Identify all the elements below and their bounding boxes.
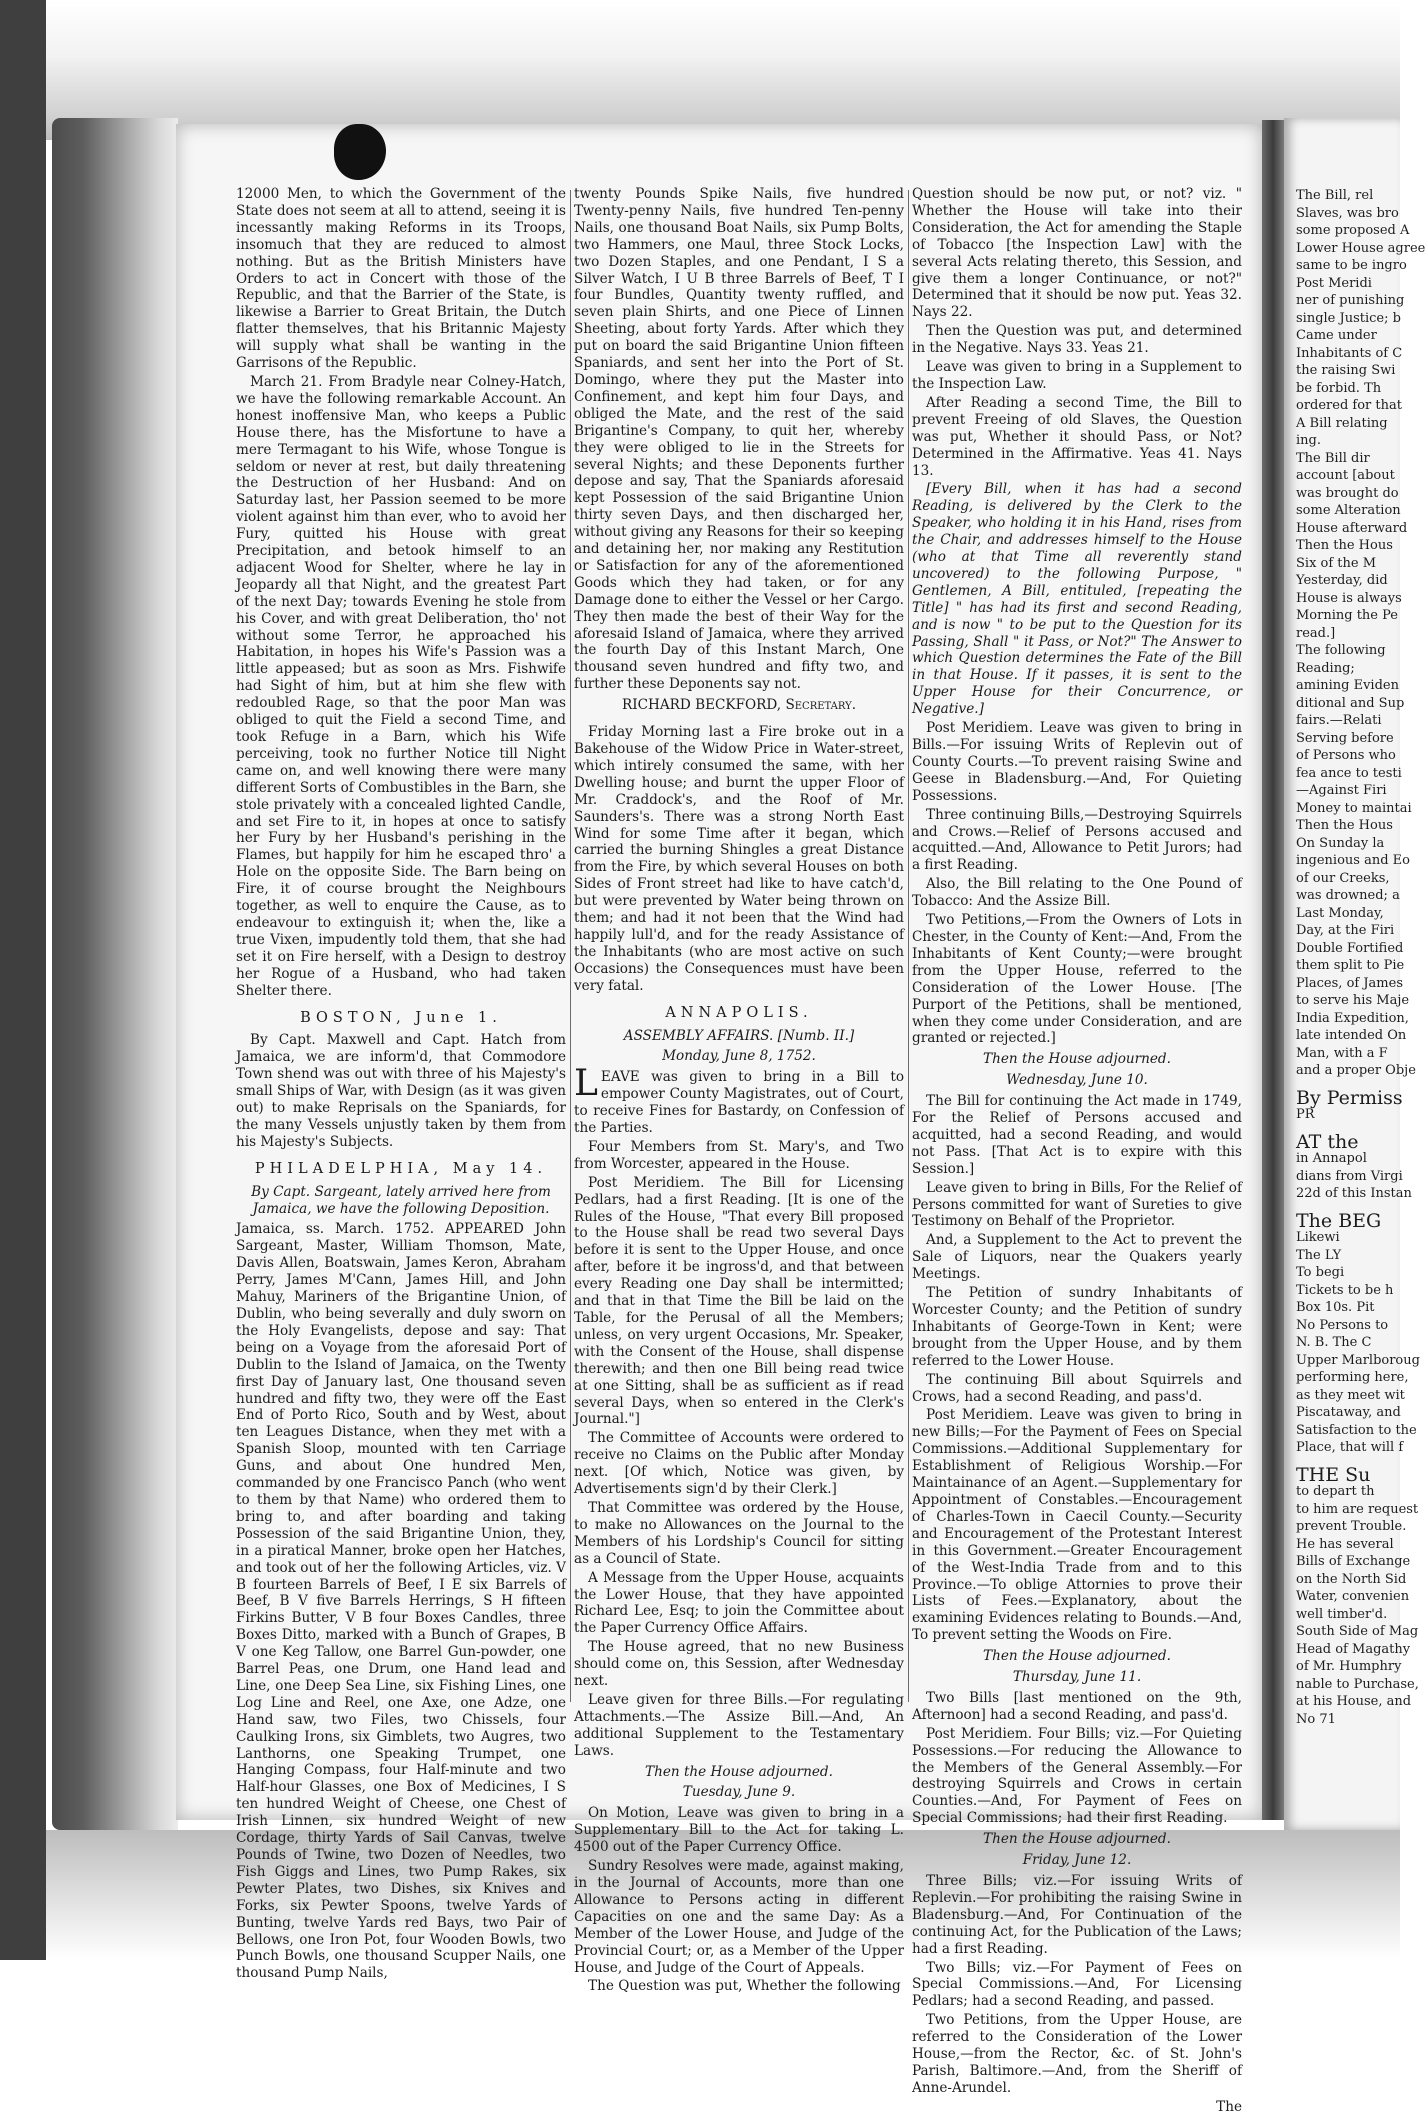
article-paragraph: And, a Supplement to the Act to prevent the Sale of Liquors, near the Quakers yearly Meetings. [912,1232,1242,1283]
adjacent-page-line: Six of the M [1296,555,1377,571]
adjacent-page-line: To begi [1296,1265,1345,1280]
date-heading: Monday, June 8, 1752. [662,1048,816,1065]
adjacent-page-line: Upper Marlboroug [1296,1352,1420,1368]
adjacent-page-line: Slaves, was bro [1296,205,1399,221]
article-paragraph: Four Members from St. Mary's, and Two from Worcester, appeared in the House. [574,1138,904,1172]
article-paragraph: A Message from the Upper House, acquaints the Lower House, that they have appointed Richard Lee, Esq; to join the Committee about the Paper Currency Office Affairs. [574,1569,904,1637]
adjacent-page-line: Morning the Pe [1296,608,1398,623]
dateline-heading: PHILADELPHIA, May 14. [254,1160,548,1177]
adjacent-page-line: Inhabitants of C [1296,345,1403,361]
article-paragraph: Post Meridiem. Four Bills; viz.—For Quieting Possessions.—For reducing the Allowance to the Members of the General Assembly.—For destroying Squirrels and Crows in certain Counties.—And, For Payment of Fees on Special Commissions; had their first Reading. [912,1725,1242,1827]
adjacent-page-line: No Persons to [1296,1317,1389,1333]
signature: RICHARD BECKFORD, Secretary. [621,697,857,714]
adjacent-page-line: Tickets to be h [1296,1282,1394,1298]
article-paragraph: 12000 Men, to which the Government of the State does not seem at all to attend, seeing it is incessantly making Reforms in its Troops, insomuch that they are reduced to almost nothing. But as the British Ministers have Orders to act in Concert with those of the Republic, and that the Barrier of the State, is likewise a Barrier to Great Britain, the Dutch flatter themselves, that his Britannic Majesty will supply what shall be wanting in the Garrisons of the Republic. [236,186,566,372]
adjacent-page-line: some Alteration [1296,503,1401,518]
article-intro: By Capt. Sargeant, lately arrived here from Jamaica, we have the following Deposition. [251,1183,551,1217]
adjacent-page-line: performing here, [1296,1370,1409,1385]
article-paragraph: After Reading a second Time, the Bill to prevent Freeing of old Slaves, the Question was put, Whether it should Pass, or Not? Determined in the Affirmative. Yeas 41. Nays 13. [912,394,1242,479]
article-paragraph: March 21. From Bradyle near Colney-Hatch, we have the following remarkable Account. An honest inoffensive Man, who keeps a Public House there, has the Misfortune to have a mere Termagant to his Wife, whose Tongue is seldom or never at rest, but daily threatening the Destruction of her Husband: And on Saturday last, her Passion seemed to be more violent against him than ever, who to avoid her Fury, quitted his House with great Precipitation, and betook himself to an adjacent Wood for Shelter, where he lay in Jeopardy all that Night, and the greatest Part of the next Day; towards Evening he stole from his Cover, and with great Deliberation, tho' not without some Terror, he approached his Habitation, in hopes his Wife's Passion was a little appeased; but as soon as Mrs. Fishwife had Sight of him, but at him she flew with redoubled Rage, so that the poor Man was obliged to quit the Field a second Time, and took Refuge in a Barn, which his Wife perceiving, took no further Notice till Night came on, and well knowing there were many different Sorts of Combustibles in the Barn, she stole privately with a concealed lighted Candle, and set Fire to it, in hopes at once to satisfy her Fury by her Husband's perishing in the Flames, but happily for him he escaped thro' a Hole on the opposite Side. The Barn being on Fire, it of course brought the Neighbours together, as well to enquire the Cause, as to endeavour to extinguish it; when the, like a true Vixen, impudently told them, that she had set it on Fire herself, with a Design to destroy her Rogue of a Husband, who had taken Shelter there. [236,373,567,999]
adjacent-page-line: The Bill dir [1296,450,1370,466]
adjacent-page-line: in Annapol [1296,1151,1367,1166]
adjacent-page-line: Satisfaction to the [1296,1422,1417,1438]
adjacent-page-line: be forbid. Th [1296,380,1382,396]
article-paragraph: LEAVE was given to bring in a Bill to empower County Magistrates, out of Court, to receive Fines for Bastardy, on Confession of the Parties. [574,1063,904,1137]
adjacent-page-line: same to be ingro [1296,258,1407,273]
adjacent-page-line: Places, of James [1296,975,1403,991]
article-paragraph: Leave given to bring in Bills, For the Relief of Persons committed for want of Sureties to give Testimony on Behalf of the Proprietor. [912,1179,1242,1230]
article-paragraph: [Every Bill, when it has had a second Reading, is delivered by the Clerk to the Speaker, who holding it in his Hand, rises from the Chair, and addresses himself to the House (who at that Time all reverently stand uncovered) to the following Purpose, " Gentlemen, A Bill, entituled, [repeating the Title] " has had its first and second Reading, and is now " to be put to the Question for its Passing, Shall " it Pass, or Not?" The Answer to which Question determines the Fate of the Bill in that House. If it passes, it is sent to the Upper House for their Concurrence, or Negative.] [912,481,1242,718]
scan-shadow-top [0,0,1400,140]
adjacent-page-line: fea ance to testi [1296,765,1402,781]
adjacent-page-line: the raising Swi [1296,363,1396,378]
article-paragraph: The Question was put, Whether the following [588,1978,901,1995]
date-heading: Friday, June 12. [1022,1852,1132,1869]
adjacent-page-line: On Sunday la [1296,835,1385,851]
adjacent-page-line: Water, convenien [1296,1589,1410,1604]
adjacent-page-line: nable to Purchase, [1296,1676,1419,1692]
adjacent-page-line: Came under [1296,328,1377,343]
adjacent-page-line: No 71 [1296,1711,1336,1727]
adjacent-page-line: some proposed A [1296,223,1410,238]
adjacent-page-line: THE Su [1296,1463,1371,1486]
column-rule [908,190,909,1702]
column-rule [570,190,571,1702]
adjacent-page-line: Bills of Exchange [1296,1554,1411,1569]
adjacent-page-line: to him are request [1296,1501,1419,1517]
article-paragraph: Post Meridiem. Leave was given to bring in Bills.—For issuing Writs of Replevin out of County Courts.—To prevent raising Swine and Geese in Bladensburg.—And, For Quieting Possessions. [912,720,1242,804]
article-paragraph: The House agreed, that no new Business should come on, this Session, after Wednesday next. [574,1639,904,1690]
adjacent-page-line: at his House, and [1296,1694,1412,1709]
adjacent-page-line: amining Eviden [1296,678,1399,693]
adjacent-page-line: Then the Hous [1296,538,1393,553]
adjacent-page-line: By Permiss [1296,1086,1403,1109]
adjacent-page-text [1284,118,1425,1728]
section-heading: ASSEMBLY AFFAIRS. [Numb. II.] [623,1027,855,1044]
column-1 [236,186,567,1982]
catchword: The [1216,2098,1242,2115]
adjacent-page-line: Reading; [1296,660,1355,676]
article-paragraph: The Committee of Accounts were ordered to receive no Claims on the Public after Monday next. [Of which, Notice was given, by Advertisements sign'd by their Clerk.] [574,1430,904,1498]
adjacent-page-line: Box 10s. Pit [1296,1300,1375,1315]
adjacent-page-line: of Persons who [1296,748,1396,763]
adjacent-page-line: Last Monday, [1296,905,1384,921]
deposition-continued: twenty Pounds Spike Nails, five hundred Twenty-penny Nails, five hundred Ten-penny Nails, one thousand Boat Nails, six Pump Bolts, two Hammers, one Maul, three Stock Locks, two Dozen Staples, and one Pendant, I S a Silver Watch, I U B three Barrels of Beef, T I four Bundles, Quantity twenty ruffled, and seven plain Shirts, and one Piece of Linnen Sheeting, about forty Yards. After which they put on board the said Brigantine Union fifteen Spaniards, and sent her into the Port of St. Domingo, where they put the Master into Confinement, and kept him four Days, and obliged the Mate, and the rest of the said Brigantine's Company, to quit her, whereby they were obliged to lie in the Streets for several Nights; and these Deponents further depose and say, That the Spaniards aforesaid kept Possession of the said Brigantine Union thirty seven Days, and then discharged her, without giving any Reasons for their so keeping and detaining her, nor making any Restitution or Satisfaction for any of the aforementioned Goods which they had taken, or for any Damage done to either the Vessel or her Cargo. They then made the best of their Way for the aforesaid Island of Jamaica, where they arrived the fourth Day of this Instant March, One thousand seven hundred and fifty two, and further these Deponents say not. [574,186,905,693]
adjacent-page-line: on the North Sid [1296,1571,1407,1587]
adjacent-page-line: to depart th [1296,1484,1375,1499]
adjacent-page-line: Post Meridi [1296,275,1372,291]
dateline-heading: ANNAPOLIS. [665,1004,813,1021]
article-paragraph: Post Meridiem. The Bill for Licensing Pedlars, had a first Reading. [It is one of the Rules of the House, "That every Bill proposed to the House shall be read two several Days before it is sent to the Upper House, and once after, before it be ingross'd, and that between every Reading one Day shall be intermitted; and that in that Time the Bill be laid on the Table, for the Perusal of all the Members; unless, on very urgent Occasions, Mr. Speaker, with the Consent of the House, shall dispense therewith; and then one Bill being read twice at one Sitting, shall be as sufficient as if read several Days, when so entered in the Clerk's Journal."] [574,1174,904,1428]
adjacent-page-line: ing. [1296,433,1321,448]
article-paragraph: Question should be now put, or not? viz. " Whether the House will take into their Consideration, the Act for amending the Staple of Tobacco [the Inspection Law] with the several Acts relating thereto, this Session, and give them a longer Continuance, or not?" Determined that it should be now put. Yeas 32. Nays 22. [912,186,1242,321]
adjourned-note: Then the House adjourned. [983,1648,1171,1665]
adjacent-page-line: ner of punishing [1296,293,1405,308]
dateline-heading: BOSTON, June 1. [300,1009,502,1026]
article-paragraph: Sundry Resolves were made, against making, in the Journal of Accounts, more than one Allowance to Persons acting in different Capacities on one and the same Day: As a Member of the Lower House, and Judge of the Provincial Court; or, as a Member of the Upper House, and Judge of the Court of Appeals. [574,1858,904,1976]
adjacent-page-line: PR [1296,1107,1315,1122]
adjacent-page-line: Lower House agree [1296,240,1425,256]
adjacent-page-line: House afterward [1296,520,1408,536]
adjacent-page-line: as they meet wit [1296,1387,1405,1403]
adjacent-page-line: Man, with a F [1296,1045,1388,1061]
article-paragraph: The Bill for continuing the Act made in 1749, For the Relief of Persons accused and acquitted, had a second Reading, and would not Pass. [That Act is to expire with this Session.] [912,1093,1242,1177]
adjacent-page-line: ingenious and Eo [1296,853,1410,868]
article-paragraph: Then the Question was put, and determined in the Negative. Nays 33. Yeas 21. [912,323,1242,357]
adjacent-page-line: India Expedition, [1296,1010,1409,1026]
adjacent-page-line: Money to maintai [1296,800,1412,816]
adjacent-page-line: N. B. The C [1296,1335,1372,1350]
column-3 [912,186,1242,2115]
article-paragraph: Leave given for three Bills.—For regulating Attachments.—The Assize Bill.—And, An additional Supplement to the Testamentary Laws. [574,1691,904,1759]
adjacent-page-line: was drowned; a [1296,888,1400,903]
adjacent-page-line: well timber'd. [1296,1606,1388,1622]
article-paragraph: The Petition of sundry Inhabitants of Worcester County; and the Petition of sundry Inhabitants of George-Town in Kent; were brought from the Upper House, and by them referred to the Lower House. [912,1285,1242,1369]
adjacent-page-line: of Mr. Humphry [1296,1659,1402,1674]
article-paragraph: On Motion, Leave was given to bring in a Supplementary Bill to the Act for taking L. 4500 out of the Paper Currency Office. [574,1805,904,1856]
scanner-edge [0,0,46,1960]
adjacent-page-line: Likewi [1296,1230,1340,1245]
adjacent-page-line: single Justice; b [1296,310,1401,326]
adjacent-page-line: of our Creeks, [1296,870,1390,886]
adjacent-page-line: Double Fortified [1296,940,1404,956]
adjacent-page-line: Head of Magathy [1296,1641,1411,1657]
article-paragraph: Two Petitions, from the Upper House, are referred to the Consideration of the Lower House,—from the Rector, &c. of St. John's Parish, Baltimore.—And, from the Sheriff of Anne-Arundel. [912,2012,1242,2096]
article-paragraph: Friday Morning last a Fire broke out in a Bakehouse of the Widow Price in Water-street, which intirely consumed the same, with her Dwelling house; and burnt the upper Floor of Mr. Craddock's, and the Roof of Mr. Saunders's. There was a strong North East Wind for some Time after it began, which carried the burning Shingles a great Distance from the Fire, by which several Houses on both Sides of Front street had like to have catch'd, but were prevented by Water being thrown on them; and had it not been that the Wind had happily lull'd, and for the ready Assistance of the Inhabitants (who are most active on such Occasions) the Consequences must have been very fatal. [574,724,904,994]
adjacent-page-line: fairs.—Relati [1296,713,1382,728]
adjacent-page-line: A Bill relating [1296,415,1388,431]
adjacent-page-line: AT the [1296,1130,1359,1153]
adjacent-page-line: them split to Pie [1296,958,1405,973]
deposition-text: Jamaica, ss. March. 1752. APPEARED John Sargeant, Master, William Thomson, Mate, Davis Allen, Boatswain, James Keron, Abraham Perry, James M'Cann, James Hill, and John Mahuy, Mariners of the Brigantine Union, of Dublin, who being severally and duly sworn on the Holy Evangelists, depose and say: That being on a Voyage from the aforesaid Port of Dublin to the Island of Jamaica, on the Twenty first Day of January last, One thousand seven hundred and fifty two, they were off the East End of Porto Rico, South and by West, about ten Leagues Distance, when they met with a Spanish Sloop, mounted with ten Carriage Guns, and about One hundred Men, commanded by one Francisco Panch (who went to them by that Name) who ordered them to bring to, and after boarding and taking Possession of the said Brigantine Union, they, in a piratical Manner, broke open her Hatches, and took out of her the following Articles, viz. V B fourteen Barrels of Beef, I E six Barrels of Beef, B V five Barrels Herrings, S H fifteen Firkins Butter, V B four Boxes Candles, three Boxes Ditto, marked with a Bunch of Grapes, B V one Keg Tallow, one Barrel Gun-powder, one Barrel Peas, one Drum, one Hand lead and Line, one Deep Sea Line, six Fishing Lines, one Log Line and Reel, one Axe, one Adze, one Hand saw, two Files, two Chissels, four Caulking Irons, six Gimblets, two Augres, two Lanthorns, one Speaking Trumpet, one Hanging Compass, four Half-minute and two Half-hour Glasses, one Box of Medicines, I S ten hundred Weight of Cheese, one Chest of Irish Linnen, six hundred Weight of new Cordage, thirty Yards of Sail Canvas, twelve Pounds of Twine, two Dozen of Needles, two Fish Giggs and Lines, two Pump Rakes, six Pewter Plates, two Dishes, six Knives and Forks, six Pewter Spoons, twelve Yards of Bunting, twelve Yards red Bays, two Pair of Bellows, one Iron Pot, four Wooden Bowls, two Punch Bowls, one thousand Scupper Nails, one thousand Pump Nails, [236,1221,566,1982]
adjacent-page-line: The BEG [1296,1209,1382,1232]
article-paragraph: Two Petitions,—From the Owners of Lots in Chester, in the County of Kent:—And, From the Inhabitants of Kent County;—were brought from the Upper House, referred to the Consideration of the Lower House. [The Purport of the Petitions, shall be mentioned, when they come under Consideration, and are granted or rejected.] [912,912,1242,1047]
adjacent-page-line: Yesterday, did [1296,573,1388,588]
article-paragraph: That Committee was ordered by the House, to make no Allowances on the Journal to the Members of his Lordship's Council for sitting as a Council of State. [574,1499,904,1567]
article-paragraph: Also, the Bill relating to the One Pound of Tobacco: And the Assize Bill. [912,876,1242,910]
adjacent-page-line: was brought do [1296,485,1399,501]
adjacent-page-line: He has several [1296,1536,1394,1552]
adjacent-page-line: read.] [1296,625,1336,641]
adjacent-page-line: Piscataway, and [1296,1405,1401,1420]
adjacent-page-line: Then the Hous [1296,818,1393,833]
article-paragraph: Two Bills [last mentioned on the 9th, Afternoon] had a second Reading, and pass'd. [912,1689,1242,1723]
adjacent-page-line: The LY [1296,1247,1342,1263]
adjacent-page-line: and a proper Obje [1296,1063,1416,1078]
adjacent-page-line: House is always [1296,590,1402,606]
adjourned-note: Then the House adjourned. [645,1763,833,1780]
date-heading: Thursday, June 11. [1012,1669,1142,1686]
book-binding [52,118,178,1830]
adjacent-page-line: ordered for that [1296,398,1402,413]
adjacent-page-line: late intended On [1296,1028,1407,1043]
article-paragraph: The continuing Bill about Squirrels and Crows, had a second Reading, and pass'd. [912,1371,1242,1405]
adjourned-note: Then the House adjourned. [983,1051,1171,1068]
adjourned-note: Then the House adjourned. [983,1831,1171,1848]
article-paragraph: Post Meridiem. Leave was given to bring in new Bills;—For the Payment of Fees on Special Commissions.—Additional Supplementary for Establishment of Religious Worship.—For Maintainance of an Agent.—Supplementary for Appointment of Constables.—Encouragement of Charles-Town in Caecil County.—Security and Encouragement of the Protestant Interest in this Government.—Greater Encouragement of the West-India Trade from and to this Province.—To oblige Attornies to prove their Lists of Fees.—Explanatory, about the examining Evidences relating to Bounds.—And, To prevent setting the Woods on Fire. [912,1407,1242,1644]
article-paragraph: Leave was given to bring in a Supplement to the Inspection Law. [912,359,1242,392]
page-gutter [1262,120,1284,1820]
article-paragraph: Two Bills; viz.—For Payment of Fees on Special Commissions.—And, For Licensing Pedlars; had a second Reading, and passed. [912,1959,1242,2010]
adjacent-page-line: The Bill, rel [1296,188,1374,203]
adjacent-page-line: South Side of Mag [1296,1624,1419,1639]
adjacent-page-line: —Against Firi [1296,783,1387,798]
adjacent-page-line: Day, at the Firi [1296,923,1395,938]
adjacent-page-line: account [about [1296,468,1395,483]
date-heading: Wednesday, June 10. [1006,1072,1148,1089]
adjacent-page-fragment [1284,118,1425,1830]
adjacent-page-line: The following [1296,643,1386,658]
column-2 [574,186,905,1995]
adjacent-page-line: 22d of this Instan [1296,1186,1412,1201]
adjacent-page-line: Serving before [1296,730,1394,746]
adjacent-page-line: dians from Virgi [1296,1168,1403,1184]
date-heading: Tuesday, June 9. [682,1784,796,1801]
article-paragraph: By Capt. Maxwell and Capt. Hatch from Jamaica, we are inform'd, that Commodore Town shend was out with three of his Majesty's small Ships of War, with Design (as it was given out) to make Reprisals on the Spaniards, for the many Vessels unjustly taken by them from his Majesty's Subjects. [236,1032,566,1150]
adjacent-page-line: to serve his Maje [1296,993,1410,1008]
adjacent-page-line: ditional and Sup [1296,695,1405,711]
article-paragraph: Three continuing Bills,—Destroying Squirrels and Crows.—Relief of Persons accused and acquitted.—And, Allowance to Petit Jurors; had a first Reading. [912,806,1242,874]
article-paragraph: Three Bills; viz.—For issuing Writs of Replevin.—For prohibiting the raising Swine in Bladensburg.—And, For Continuation of the continuing Act, for the Publication of the Laws; had a first Reading. [912,1873,1242,1957]
adjacent-page-line: Place, that will f [1296,1440,1404,1455]
adjacent-page-line: prevent Trouble. [1296,1519,1407,1534]
